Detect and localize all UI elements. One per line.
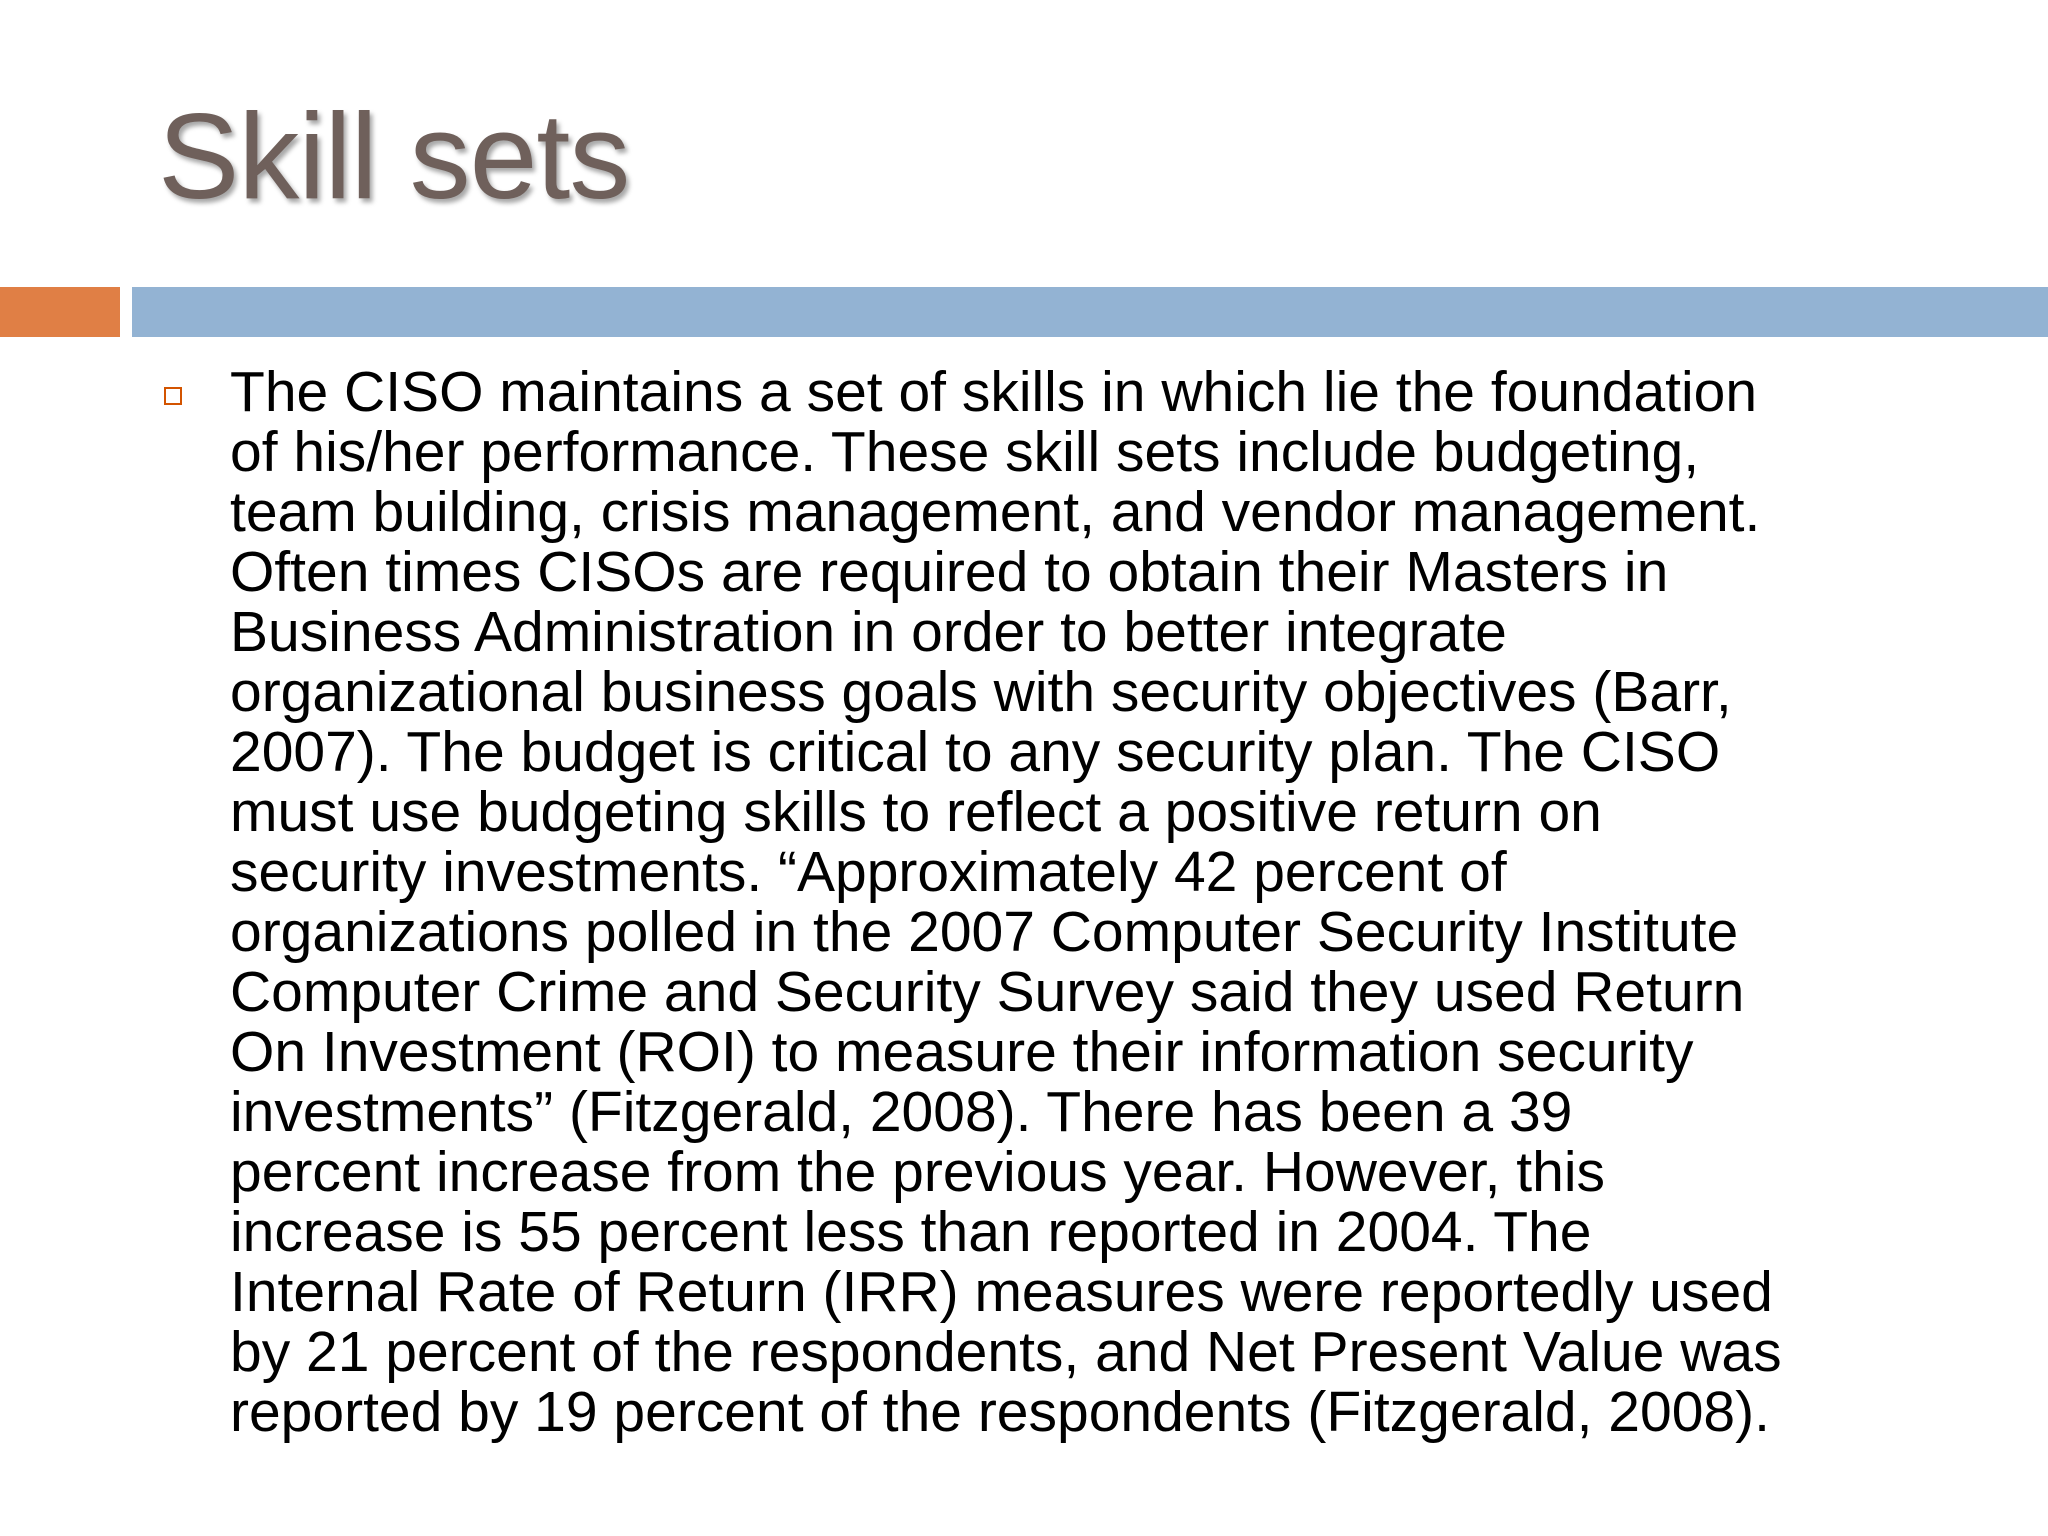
- slide-title: Skill sets: [158, 88, 630, 224]
- slide-content: [158, 362, 1978, 1462]
- hollow-square-bullet-icon: [164, 387, 182, 405]
- bullet-text: The CISO maintains a set of skills in which lie the foundation of his/her performance. These skill sets include budgeting, team building, crisis management, and vendor management. Often times CISOs are required to obtain their Masters in Business Administration in order to better integrate organizational business goals with security objectives (Barr, 2007). The budget is critical to any security plan. The CISO must use budgeting skills to reflect a positive return on security investments. “Approximately 42 percent of organizations polled in the 2007 Computer Security Institute Computer Crime and Security Survey said they used Return On Investment (ROI) to measure their information security investments” (Fitzgerald, 2008). There has been a 39 percent increase from the previous year. However, this increase is 55 percent less than reported in 2004. The Internal Rate of Return (IRR) measures were reportedly used by 21 percent of the respondents, and Net Present Value was reported by 19 percent of the respondents (Fitzgerald, 2008).: [230, 360, 1782, 1444]
- bullet-item: [158, 362, 1978, 1442]
- accent-bar-orange: [0, 287, 120, 337]
- accent-bar-blue: [132, 287, 2048, 337]
